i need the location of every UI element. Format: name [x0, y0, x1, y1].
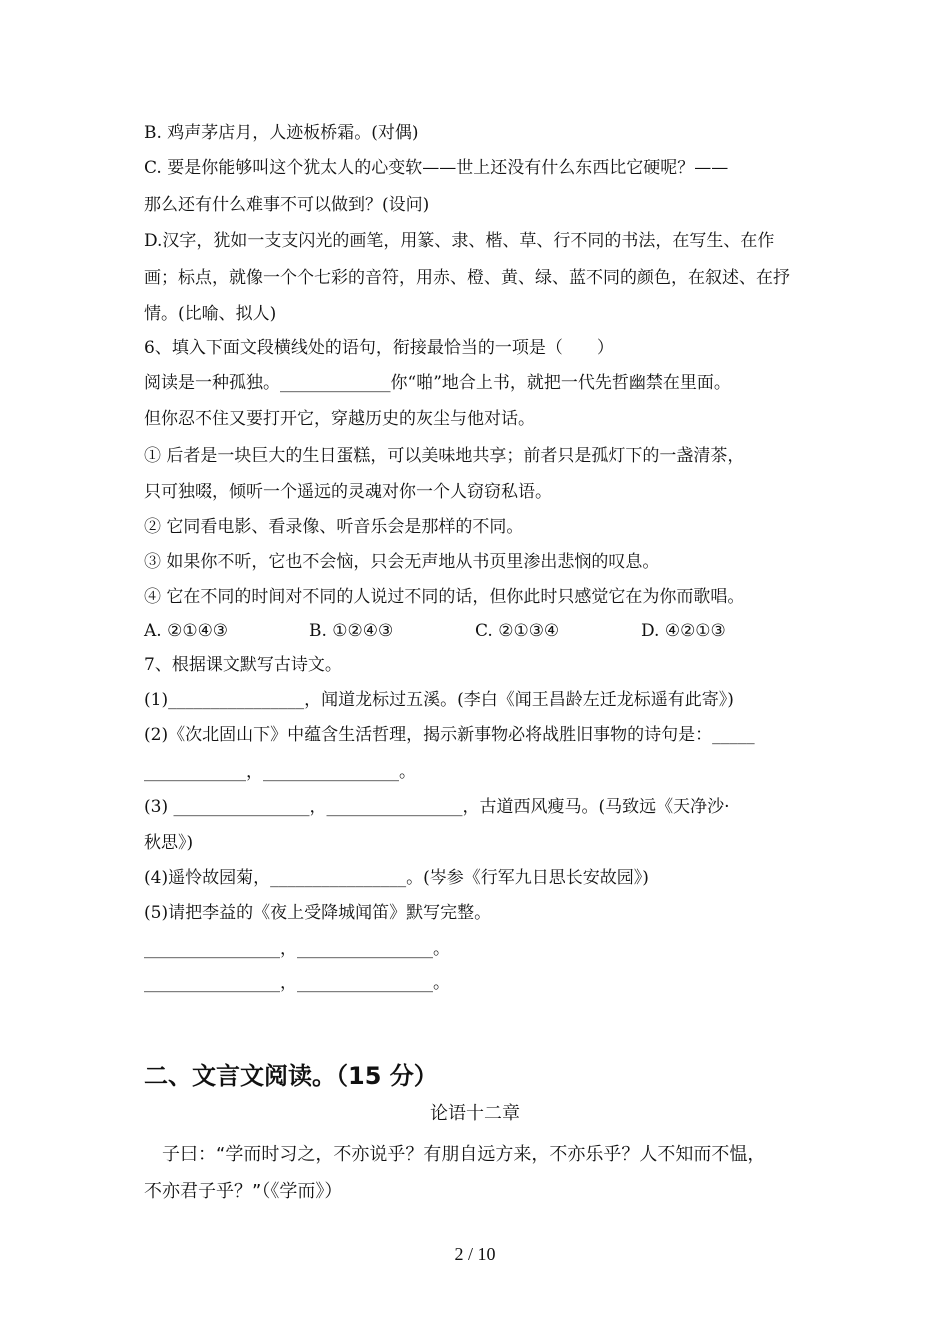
passage-line-2: 不亦君子乎？”（《学而》）	[144, 1181, 343, 1202]
option-b: B. ①②④③	[309, 621, 394, 641]
question-6-passage-1: 阅读是一种孤独。_____________你“啪”地合上书，就把一代先哲幽禁在里面。	[144, 373, 731, 393]
question-7-item-4: (4)遥怜故园菊，________________。(岑参《行军九日思长安故园》)	[144, 868, 649, 888]
option-c-line-2: 那么还有什么难事不可以做到？(设问)	[144, 195, 430, 215]
question-7-item-3-line-1: (3) ________________，________________，古道西风瘦马。(马致远《天净沙·	[144, 797, 730, 817]
sentence-1-line-2: 只可独啜，倾听一个遥远的灵魂对你一个人窃窃私语。	[144, 482, 552, 502]
sentence-1-line-1: ① 后者是一块巨大的生日蛋糕，可以美味地共享；前者只是孤灯下的一盏清茶，	[144, 446, 745, 466]
option-b-line: B. 鸡声茅店月，人迹板桥霜。(对偶)	[144, 123, 419, 143]
option-c-line-1: C. 要是你能够叫这个犹太人的心变软——世上还没有什么东西比它硬呢？——	[144, 158, 729, 178]
sentence-2: ② 它同看电影、看录像、听音乐会是那样的不同。	[144, 517, 524, 537]
question-7-item-2-line-1: (2)《次北固山下》中蕴含生活哲理，揭示新事物必将战胜旧事物的诗句是：_____	[144, 725, 755, 745]
question-6-title: 6、填入下面文段横线处的语句，衔接最恰当的一项是（ ）	[144, 338, 614, 358]
question-7-item-5-blank-1: ________________，________________。	[144, 939, 450, 959]
page-number: 2 / 10	[454, 1244, 496, 1264]
option-a: A. ②①④③	[144, 621, 229, 641]
question-7-item-2-line-2: ____________，________________。	[144, 762, 416, 782]
question-7-item-5-blank-2: ________________，________________。	[144, 973, 450, 993]
question-7-title: 7、根据课文默写古诗文。	[144, 655, 342, 675]
question-7-item-3-line-2: 秋思》)	[144, 833, 194, 853]
option-d-line-1: D.汉字，犹如一支支闪光的画笔，用篆、隶、楷、草、行不同的书法，在写生、在作	[144, 231, 775, 251]
option-d: D. ④②①③	[641, 621, 726, 641]
option-d-line-2: 画；标点，就像一个个七彩的音符，用赤、橙、黄、绿、蓝不同的颜色，在叙述、在抒	[144, 268, 790, 288]
sentence-4: ④ 它在不同的时间对不同的人说过不同的话，但你此时只感觉它在为你而歌唱。	[144, 587, 745, 607]
section-heading: 二、文言文阅读。（15 分）	[144, 1062, 438, 1090]
option-c: C. ②①③④	[475, 621, 560, 641]
passage-line-1: 子曰：“学而时习之，不亦说乎？有朋自远方来，不亦乐乎？人不知而不愠，	[144, 1144, 766, 1165]
question-6-passage-2: 但你忍不住又要打开它，穿越历史的灰尘与他对话。	[144, 409, 535, 429]
sub-title: 论语十二章	[430, 1103, 520, 1124]
question-7-item-5: (5)请把李益的《夜上受降城闻笛》默写完整。	[144, 903, 492, 923]
sentence-3: ③ 如果你不听，它也不会恼，只会无声地从书页里渗出悲悯的叹息。	[144, 552, 660, 572]
question-7-item-1: (1)________________，闻道龙标过五溪。(李白《闻王昌龄左迁龙标遥有此寄》)	[144, 690, 734, 710]
option-d-line-3: 情。(比喻、拟人)	[144, 304, 277, 324]
